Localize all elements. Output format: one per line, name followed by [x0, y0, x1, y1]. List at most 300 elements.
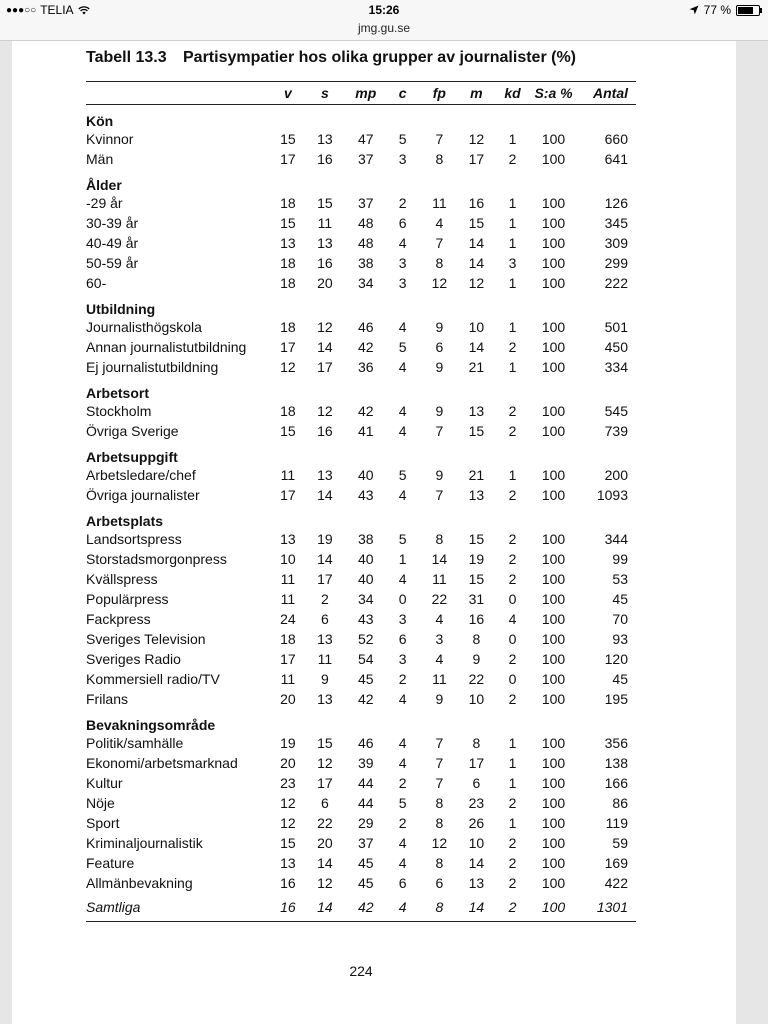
cell-value: 52	[357, 631, 374, 647]
cell-value: 34	[357, 591, 374, 607]
group-header-row	[86, 505, 636, 529]
cell-value: 42	[357, 899, 374, 915]
cell-value: 43	[357, 611, 374, 627]
column-header: c	[384, 82, 421, 105]
cell-value: 5	[398, 467, 407, 483]
cell-value: 100	[541, 795, 566, 811]
cell-value: 15	[468, 423, 485, 439]
table-body	[86, 105, 636, 922]
cell-value: 40	[357, 467, 374, 483]
cell-value: 14	[468, 855, 485, 871]
cell-value: 12	[317, 319, 333, 335]
table-row	[86, 689, 636, 709]
row-label: Feature	[86, 855, 135, 871]
cell-value: 8	[435, 531, 444, 547]
cell-value: 6	[398, 215, 407, 231]
cell-value: 13	[280, 235, 296, 251]
clock: 15:26	[368, 3, 400, 17]
cell-value: 12	[317, 755, 333, 771]
cell-value: 100	[541, 671, 566, 687]
column-header: mp	[348, 82, 385, 105]
cell-value: 15	[280, 215, 296, 231]
table-row	[86, 733, 636, 753]
cell-value: 15	[317, 195, 333, 211]
cell-value: 21	[468, 359, 485, 375]
cell-value: 20	[280, 691, 296, 707]
table-row	[86, 149, 636, 169]
cell-value: 100	[541, 403, 566, 419]
cell-value: 46	[357, 319, 374, 335]
cell-value: 2	[508, 551, 517, 567]
row-label: Landsortspress	[86, 531, 182, 547]
cell-value: 2	[398, 195, 407, 211]
cell-value: 54	[357, 651, 374, 667]
cell-value: 4	[398, 855, 407, 871]
cell-value: 1	[508, 319, 517, 335]
cell-value: 100	[541, 855, 566, 871]
cell-value: 2	[398, 775, 407, 791]
row-label: Storstadsmorgonpress	[86, 551, 227, 567]
cell-value: 1	[508, 755, 517, 771]
cell-value: 9	[435, 319, 444, 335]
url-text[interactable]: jmg.gu.se	[357, 21, 411, 35]
group-header-row	[86, 377, 636, 401]
row-label: Annan journalistutbildning	[86, 339, 247, 355]
cell-value: 8	[435, 151, 444, 167]
cell-value: 14	[317, 339, 333, 355]
cell-value: 4	[398, 403, 407, 419]
table-row	[86, 753, 636, 773]
cell-value: 53	[612, 571, 628, 587]
table-row	[86, 649, 636, 669]
cell-value: 0	[508, 671, 517, 687]
cell-value: 4	[398, 423, 407, 439]
cell-value: 4	[398, 755, 407, 771]
table-row	[86, 273, 636, 293]
cell-value: 12	[431, 275, 448, 291]
row-label: Journalisthögskola	[86, 319, 202, 335]
column-header: fp	[421, 82, 457, 105]
row-label: 40-49 år	[86, 235, 139, 251]
row-label: Nöje	[86, 795, 115, 811]
cell-value: 12	[468, 275, 485, 291]
cell-value: 2	[508, 423, 517, 439]
cell-value: 16	[280, 899, 296, 915]
group-heading: Bevakningsområde	[86, 717, 216, 733]
cell-value: 14	[317, 487, 333, 503]
cell-value: 4	[435, 215, 444, 231]
cell-value: 120	[604, 651, 628, 667]
cell-value: 7	[435, 775, 444, 791]
cell-value: 7	[435, 735, 444, 751]
cell-value: 2	[508, 875, 517, 891]
cell-value: 6	[320, 795, 329, 811]
cell-value: 299	[604, 255, 628, 271]
cell-value: 12	[317, 875, 333, 891]
cell-value: 15	[468, 215, 485, 231]
cell-value: 100	[541, 487, 566, 503]
group-header-row	[86, 105, 636, 130]
cell-value: 40	[357, 551, 374, 567]
row-label: Stockholm	[86, 403, 152, 419]
address-bar[interactable]	[0, 20, 768, 41]
cell-value: 14	[431, 551, 448, 567]
cell-value: 10	[468, 691, 485, 707]
cell-value: 21	[468, 467, 485, 483]
cell-value: 100	[541, 611, 566, 627]
cell-value: 2	[508, 531, 517, 547]
cell-value: 59	[612, 835, 628, 851]
cell-value: 0	[508, 591, 517, 607]
cell-value: 17	[280, 339, 296, 355]
cell-value: 0	[508, 631, 517, 647]
cell-value: 100	[541, 255, 566, 271]
cell-value: 17	[468, 151, 485, 167]
cell-value: 222	[604, 275, 628, 291]
cell-value: 100	[541, 755, 566, 771]
cell-value: 13	[280, 855, 296, 871]
cell-value: 13	[468, 403, 485, 419]
cell-value: 344	[604, 531, 628, 547]
cell-value: 11	[280, 467, 296, 483]
cell-value: 739	[604, 423, 628, 439]
cell-value: 4	[398, 571, 407, 587]
column-header: Antal	[577, 82, 636, 105]
cell-value: 47	[357, 131, 374, 147]
cell-value: 12	[280, 795, 296, 811]
group-heading: Kön	[86, 113, 114, 129]
cell-value: 501	[604, 319, 628, 335]
battery-level-fill	[738, 7, 753, 14]
cell-value: 2	[508, 899, 517, 915]
cell-value: 6	[472, 775, 481, 791]
cell-value: 6	[435, 339, 444, 355]
cell-value: 42	[357, 691, 374, 707]
table-row	[86, 357, 636, 377]
table-row	[86, 773, 636, 793]
cell-value: 4	[398, 735, 407, 751]
cell-value: 11	[280, 591, 296, 607]
cell-value: 22	[431, 591, 448, 607]
cell-value: 14	[468, 339, 485, 355]
cell-value: 3	[398, 255, 407, 271]
cell-value: 1301	[596, 899, 628, 915]
cell-value: 4	[435, 651, 444, 667]
group-heading: Arbetsort	[86, 385, 150, 401]
cell-value: 126	[604, 195, 628, 211]
row-label: Allmänbevakning	[86, 875, 193, 891]
table-title: Partisympatier hos olika grupper av journalister (%)	[183, 49, 576, 66]
cell-value: 3	[435, 631, 444, 647]
cell-value: 9	[435, 467, 444, 483]
cell-value: 4	[508, 611, 517, 627]
cell-value: 14	[317, 855, 333, 871]
cell-value: 45	[357, 671, 374, 687]
battery-percentage: 77 %	[703, 3, 731, 17]
cell-value: 4	[435, 611, 444, 627]
page-number: 224	[349, 963, 373, 979]
row-label: Ekonomi/arbetsmarknad	[86, 755, 238, 771]
cell-value: 18	[280, 631, 296, 647]
cell-value: 45	[357, 855, 374, 871]
cell-value: 2	[398, 815, 407, 831]
row-label: Fackpress	[86, 611, 151, 627]
cell-value: 16	[280, 875, 296, 891]
cell-value: 23	[280, 775, 296, 791]
row-label: -29 år	[86, 195, 123, 211]
cell-value: 14	[317, 899, 333, 915]
cell-value: 100	[541, 467, 566, 483]
cell-value: 44	[357, 795, 374, 811]
group-heading: Arbetsuppgift	[86, 449, 178, 465]
table-row	[86, 529, 636, 549]
cell-value: 5	[398, 131, 407, 147]
table-row	[86, 401, 636, 421]
table-row	[86, 421, 636, 441]
cell-value: 16	[468, 195, 485, 211]
total-row	[86, 893, 636, 922]
cell-value: 2	[508, 339, 517, 355]
cell-value: 1	[508, 735, 517, 751]
data-table	[86, 81, 636, 922]
cell-value: 200	[604, 467, 628, 483]
cell-value: 7	[435, 755, 444, 771]
cell-value: 36	[357, 359, 374, 375]
cell-value: 100	[541, 339, 566, 355]
cell-value: 4	[398, 487, 407, 503]
cell-value: 8	[435, 795, 444, 811]
table-row	[86, 549, 636, 569]
cell-value: 37	[357, 835, 374, 851]
cell-value: 3	[398, 651, 407, 667]
cell-value: 12	[468, 131, 485, 147]
cell-value: 9	[472, 651, 481, 667]
table-row	[86, 813, 636, 833]
cell-value: 1093	[596, 487, 628, 503]
cell-value: 5	[398, 795, 407, 811]
cell-value: 7	[435, 235, 444, 251]
cell-value: 18	[280, 195, 296, 211]
cell-value: 2	[508, 691, 517, 707]
cell-value: 16	[317, 423, 333, 439]
cell-value: 100	[541, 691, 566, 707]
cell-value: 38	[357, 255, 374, 271]
cell-value: 37	[357, 151, 374, 167]
location-arrow-icon	[689, 5, 699, 15]
cell-value: 5	[398, 339, 407, 355]
cell-value: 119	[605, 815, 628, 831]
cell-value: 11	[280, 671, 296, 687]
table-row	[86, 337, 636, 357]
cell-value: 4	[398, 319, 407, 335]
table-row	[86, 873, 636, 893]
cell-value: 19	[468, 551, 485, 567]
cell-value: 93	[612, 631, 628, 647]
table-row	[86, 485, 636, 505]
table-row	[86, 129, 636, 149]
table-row	[86, 465, 636, 485]
cell-value: 38	[357, 531, 374, 547]
row-label: Kvinnor	[86, 131, 134, 147]
cell-value: 11	[317, 651, 333, 667]
group-header-row	[86, 169, 636, 193]
cell-value: 31	[468, 591, 485, 607]
cell-value: 100	[541, 899, 566, 915]
cell-value: 8	[435, 899, 444, 915]
cell-value: 15	[280, 423, 296, 439]
cell-value: 5	[398, 531, 407, 547]
cell-value: 17	[280, 651, 296, 667]
cell-value: 100	[541, 551, 566, 567]
table-row	[86, 233, 636, 253]
row-label: Övriga Sverige	[86, 423, 179, 439]
cell-value: 19	[280, 735, 296, 751]
cell-value: 334	[604, 359, 628, 375]
row-label: Politik/samhälle	[86, 735, 184, 751]
cell-value: 20	[317, 275, 333, 291]
column-header: m	[457, 82, 495, 105]
cell-value: 29	[357, 815, 374, 831]
cell-value: 8	[435, 815, 444, 831]
cell-value: 6	[398, 631, 407, 647]
cell-value: 100	[541, 651, 566, 667]
cell-value: 13	[468, 875, 485, 891]
column-header: kd	[495, 82, 529, 105]
cell-value: 100	[541, 359, 566, 375]
cell-value: 45	[612, 591, 628, 607]
cell-value: 46	[357, 735, 374, 751]
cell-value: 12	[431, 835, 448, 851]
cell-value: 11	[432, 571, 447, 587]
cell-value: 100	[541, 875, 566, 891]
cell-value: 1	[508, 359, 517, 375]
cell-value: 34	[357, 275, 374, 291]
cell-value: 8	[472, 631, 481, 647]
row-label: Sveriges Television	[86, 631, 206, 647]
group-heading: Utbildning	[86, 301, 156, 317]
row-label: Sveriges Radio	[86, 651, 181, 667]
cell-value: 2	[398, 671, 407, 687]
cell-value: 48	[357, 235, 374, 251]
cell-value: 11	[432, 671, 447, 687]
cell-value: 100	[541, 151, 566, 167]
cell-value: 13	[317, 131, 333, 147]
cell-value: 2	[508, 571, 517, 587]
cell-value: 22	[317, 815, 333, 831]
status-bar	[0, 0, 768, 20]
column-header: v	[273, 82, 302, 105]
row-label: 50-59 år	[86, 255, 139, 271]
cell-value: 17	[317, 775, 333, 791]
cell-value: 40	[357, 571, 374, 587]
cell-value: 6	[320, 611, 329, 627]
cell-value: 1	[508, 235, 517, 251]
cell-value: 11	[432, 195, 447, 211]
cell-value: 4	[398, 235, 407, 251]
cell-value: 6	[398, 875, 407, 891]
cell-value: 4	[398, 835, 407, 851]
table-row	[86, 569, 636, 589]
cell-value: 8	[435, 255, 444, 271]
cell-value: 13	[317, 691, 333, 707]
cell-value: 450	[604, 339, 628, 355]
table-row	[86, 213, 636, 233]
cell-value: 48	[357, 215, 374, 231]
cell-value: 2	[508, 151, 517, 167]
table-row	[86, 669, 636, 689]
cell-value: 1	[508, 467, 517, 483]
cell-value: 13	[317, 467, 333, 483]
cell-value: 26	[468, 815, 485, 831]
cell-value: 100	[541, 195, 566, 211]
cell-value: 16	[317, 255, 333, 271]
cell-value: 100	[541, 591, 566, 607]
cell-value: 309	[604, 235, 628, 251]
cell-value: 14	[468, 255, 485, 271]
cell-value: 8	[435, 855, 444, 871]
cell-value: 2	[508, 795, 517, 811]
cell-value: 42	[357, 339, 374, 355]
cell-value: 41	[357, 423, 374, 439]
cell-value: 11	[317, 215, 333, 231]
cell-value: 15	[468, 571, 485, 587]
row-label: Arbetsledare/chef	[86, 467, 196, 483]
group-header-row	[86, 709, 636, 733]
cell-value: 2	[508, 855, 517, 871]
table-row	[86, 853, 636, 873]
cell-value: 100	[541, 815, 566, 831]
cell-value: 24	[280, 611, 296, 627]
cell-value: 42	[357, 403, 374, 419]
cell-value: 11	[280, 571, 296, 587]
cell-value: 2	[508, 651, 517, 667]
battery-icon	[736, 5, 760, 16]
cell-value: 166	[604, 775, 628, 791]
cell-value: 3	[398, 611, 407, 627]
cell-value: 20	[317, 835, 333, 851]
cell-value: 13	[317, 235, 333, 251]
cell-value: 15	[317, 735, 333, 751]
cell-value: 13	[280, 531, 296, 547]
cell-value: 2	[508, 487, 517, 503]
row-label: Populärpress	[86, 591, 169, 607]
cell-value: 44	[357, 775, 374, 791]
cell-value: 195	[604, 691, 628, 707]
cell-value: 100	[541, 235, 566, 251]
cell-value: 70	[612, 611, 628, 627]
cell-value: 3	[508, 255, 517, 271]
cell-value: 15	[280, 835, 296, 851]
cell-value: 1	[508, 195, 517, 211]
cell-value: 6	[435, 875, 444, 891]
cell-value: 100	[541, 531, 566, 547]
cell-value: 7	[435, 423, 444, 439]
cell-value: 100	[541, 423, 566, 439]
cell-value: 1	[508, 275, 517, 291]
cell-value: 13	[468, 487, 485, 503]
cell-value: 45	[612, 671, 628, 687]
cell-value: 99	[612, 551, 628, 567]
cell-value: 3	[398, 275, 407, 291]
cell-value: 18	[280, 255, 296, 271]
row-label: 60-	[86, 275, 107, 291]
cell-value: 15	[280, 131, 296, 147]
table-row	[86, 589, 636, 609]
cell-value: 18	[280, 319, 296, 335]
cell-value: 3	[398, 151, 407, 167]
cell-value: 1	[398, 551, 407, 567]
cell-value: 10	[468, 319, 485, 335]
